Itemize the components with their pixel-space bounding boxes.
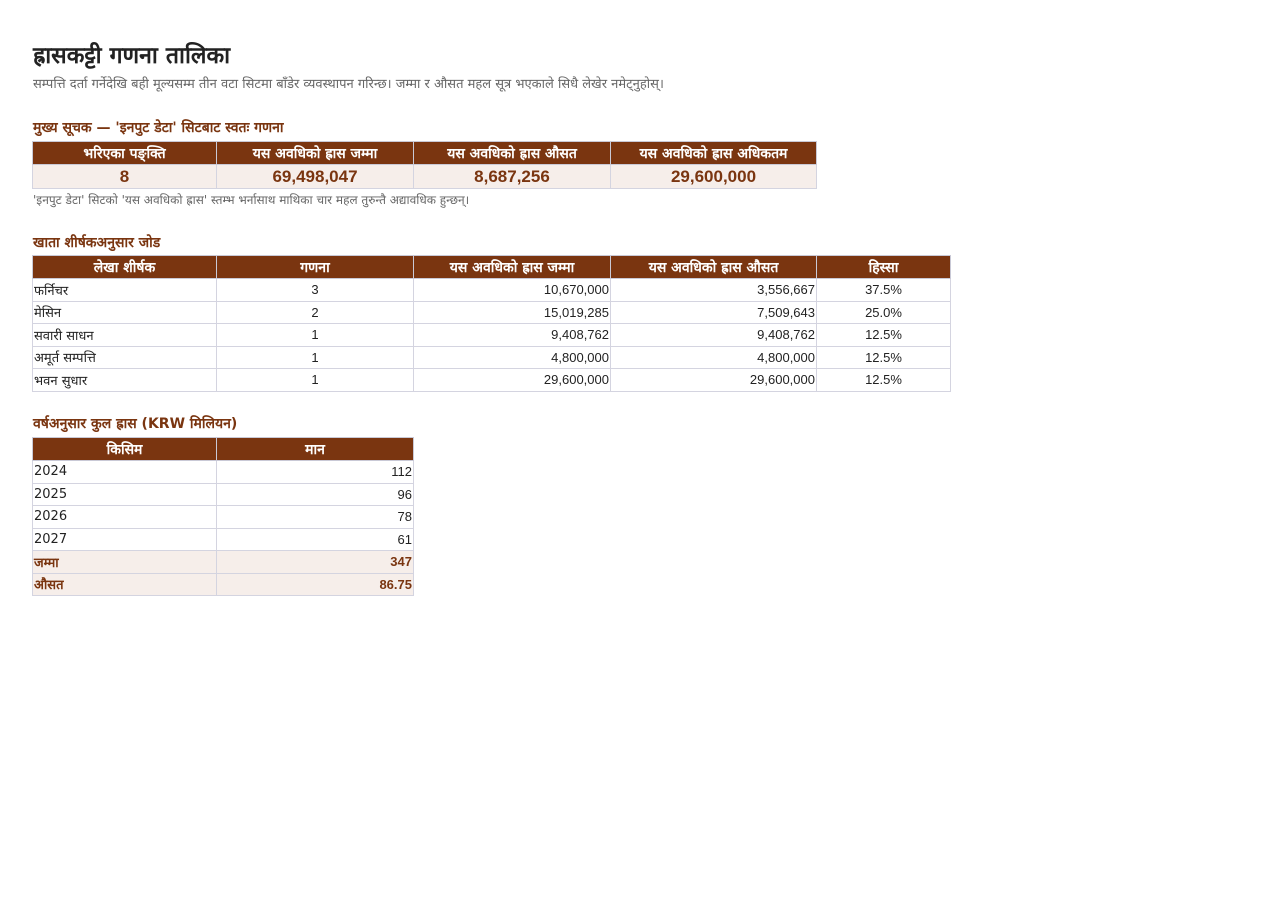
year-cell[interactable]: 2026 bbox=[33, 506, 217, 529]
total-value-cell[interactable]: 347 bbox=[217, 551, 414, 574]
count-cell[interactable]: 1 bbox=[217, 324, 414, 347]
account-header-title[interactable]: लेखा शीर्षक bbox=[33, 256, 217, 279]
year-header-value[interactable]: मान bbox=[217, 438, 414, 461]
table-row bbox=[33, 369, 951, 392]
account-cell[interactable]: मेसिन bbox=[33, 301, 217, 324]
kpi-header-avg[interactable]: यस अवधिको ह्रास औसत bbox=[414, 142, 611, 165]
value-cell[interactable]: 61 bbox=[217, 528, 414, 551]
count-cell[interactable]: 1 bbox=[217, 369, 414, 392]
kpi-value-max[interactable]: 29,600,000 bbox=[611, 165, 817, 189]
account-table bbox=[32, 255, 951, 392]
kpi-value-rows[interactable]: 8 bbox=[33, 165, 217, 189]
kpi-table bbox=[32, 141, 817, 189]
share-cell[interactable]: 25.0% bbox=[817, 301, 951, 324]
account-cell[interactable]: भवन सुधार bbox=[33, 369, 217, 392]
table-row bbox=[33, 324, 951, 347]
table-row bbox=[33, 483, 414, 506]
table-row bbox=[33, 528, 414, 551]
table-row bbox=[33, 346, 951, 369]
account-header-count[interactable]: गणना bbox=[217, 256, 414, 279]
sum-cell[interactable]: 15,019,285 bbox=[414, 301, 611, 324]
share-cell[interactable]: 37.5% bbox=[817, 279, 951, 302]
share-cell[interactable]: 12.5% bbox=[817, 369, 951, 392]
sum-cell[interactable]: 9,408,762 bbox=[414, 324, 611, 347]
count-cell[interactable]: 2 bbox=[217, 301, 414, 324]
avg-cell[interactable]: 9,408,762 bbox=[611, 324, 817, 347]
value-cell[interactable]: 96 bbox=[217, 483, 414, 506]
total-label-cell[interactable]: जम्मा bbox=[33, 551, 217, 574]
account-header-sum[interactable]: यस अवधिको ह्रास जम्मा bbox=[414, 256, 611, 279]
count-cell[interactable]: 3 bbox=[217, 279, 414, 302]
account-cell[interactable]: अमूर्त सम्पत्ति bbox=[33, 346, 217, 369]
value-cell[interactable]: 78 bbox=[217, 506, 414, 529]
avg-cell[interactable]: 7,509,643 bbox=[611, 301, 817, 324]
year-heading: वर्षअनुसार कुल ह्रास (KRW मिलियन) bbox=[33, 416, 238, 432]
account-cell[interactable]: सवारी साधन bbox=[33, 324, 217, 347]
account-heading: खाता शीर्षकअनुसार जोड bbox=[33, 235, 161, 251]
avg-cell[interactable]: 3,556,667 bbox=[611, 279, 817, 302]
account-header-avg[interactable]: यस अवधिको ह्रास औसत bbox=[611, 256, 817, 279]
account-cell[interactable]: फर्निचर bbox=[33, 279, 217, 302]
avg-cell[interactable]: 29,600,000 bbox=[611, 369, 817, 392]
kpi-header-rows[interactable]: भरिएका पङ्क्ति bbox=[33, 142, 217, 165]
page-title: ह्रासकट्टी गणना तालिका bbox=[33, 43, 231, 69]
table-row bbox=[33, 506, 414, 529]
year-cell[interactable]: 2027 bbox=[33, 528, 217, 551]
kpi-value-avg[interactable]: 8,687,256 bbox=[414, 165, 611, 189]
account-header-share[interactable]: हिस्सा bbox=[817, 256, 951, 279]
kpi-note: 'इनपुट डेटा' सिटको 'यस अवधिको ह्रास' स्तम्भ भर्नासाथ माथिका चार महल तुरुन्तै अद्यावधिक हुन्छन्। bbox=[33, 193, 470, 207]
average-row bbox=[33, 573, 414, 596]
kpi-header-max[interactable]: यस अवधिको ह्रास अधिकतम bbox=[611, 142, 817, 165]
sum-cell[interactable]: 29,600,000 bbox=[414, 369, 611, 392]
page-subtitle: सम्पत्ति दर्ता गर्नेदेखि बही मूल्यसम्म तीन वटा सिटमा बाँडेर व्यवस्थापन गरिन्छ। जम्मा र औसत महल सूत्र भएकाले सिधै लेखेर नमेट्नुहोस्। bbox=[33, 77, 664, 92]
avg-cell[interactable]: 4,800,000 bbox=[611, 346, 817, 369]
kpi-value-sum[interactable]: 69,498,047 bbox=[217, 165, 414, 189]
sum-cell[interactable]: 4,800,000 bbox=[414, 346, 611, 369]
average-label-cell[interactable]: औसत bbox=[33, 573, 217, 596]
average-value-cell[interactable]: 86.75 bbox=[217, 573, 414, 596]
table-row bbox=[33, 301, 951, 324]
year-cell[interactable]: 2025 bbox=[33, 483, 217, 506]
table-row bbox=[33, 279, 951, 302]
table-row bbox=[33, 461, 414, 484]
year-header-type[interactable]: किसिम bbox=[33, 438, 217, 461]
share-cell[interactable]: 12.5% bbox=[817, 324, 951, 347]
sum-cell[interactable]: 10,670,000 bbox=[414, 279, 611, 302]
count-cell[interactable]: 1 bbox=[217, 346, 414, 369]
kpi-heading: मुख्य सूचक — 'इनपुट डेटा' सिटबाट स्वतः गणना bbox=[33, 120, 284, 136]
value-cell[interactable]: 112 bbox=[217, 461, 414, 484]
year-cell[interactable]: 2024 bbox=[33, 461, 217, 484]
kpi-header-sum[interactable]: यस अवधिको ह्रास जम्मा bbox=[217, 142, 414, 165]
share-cell[interactable]: 12.5% bbox=[817, 346, 951, 369]
total-row bbox=[33, 551, 414, 574]
year-table bbox=[32, 437, 414, 596]
